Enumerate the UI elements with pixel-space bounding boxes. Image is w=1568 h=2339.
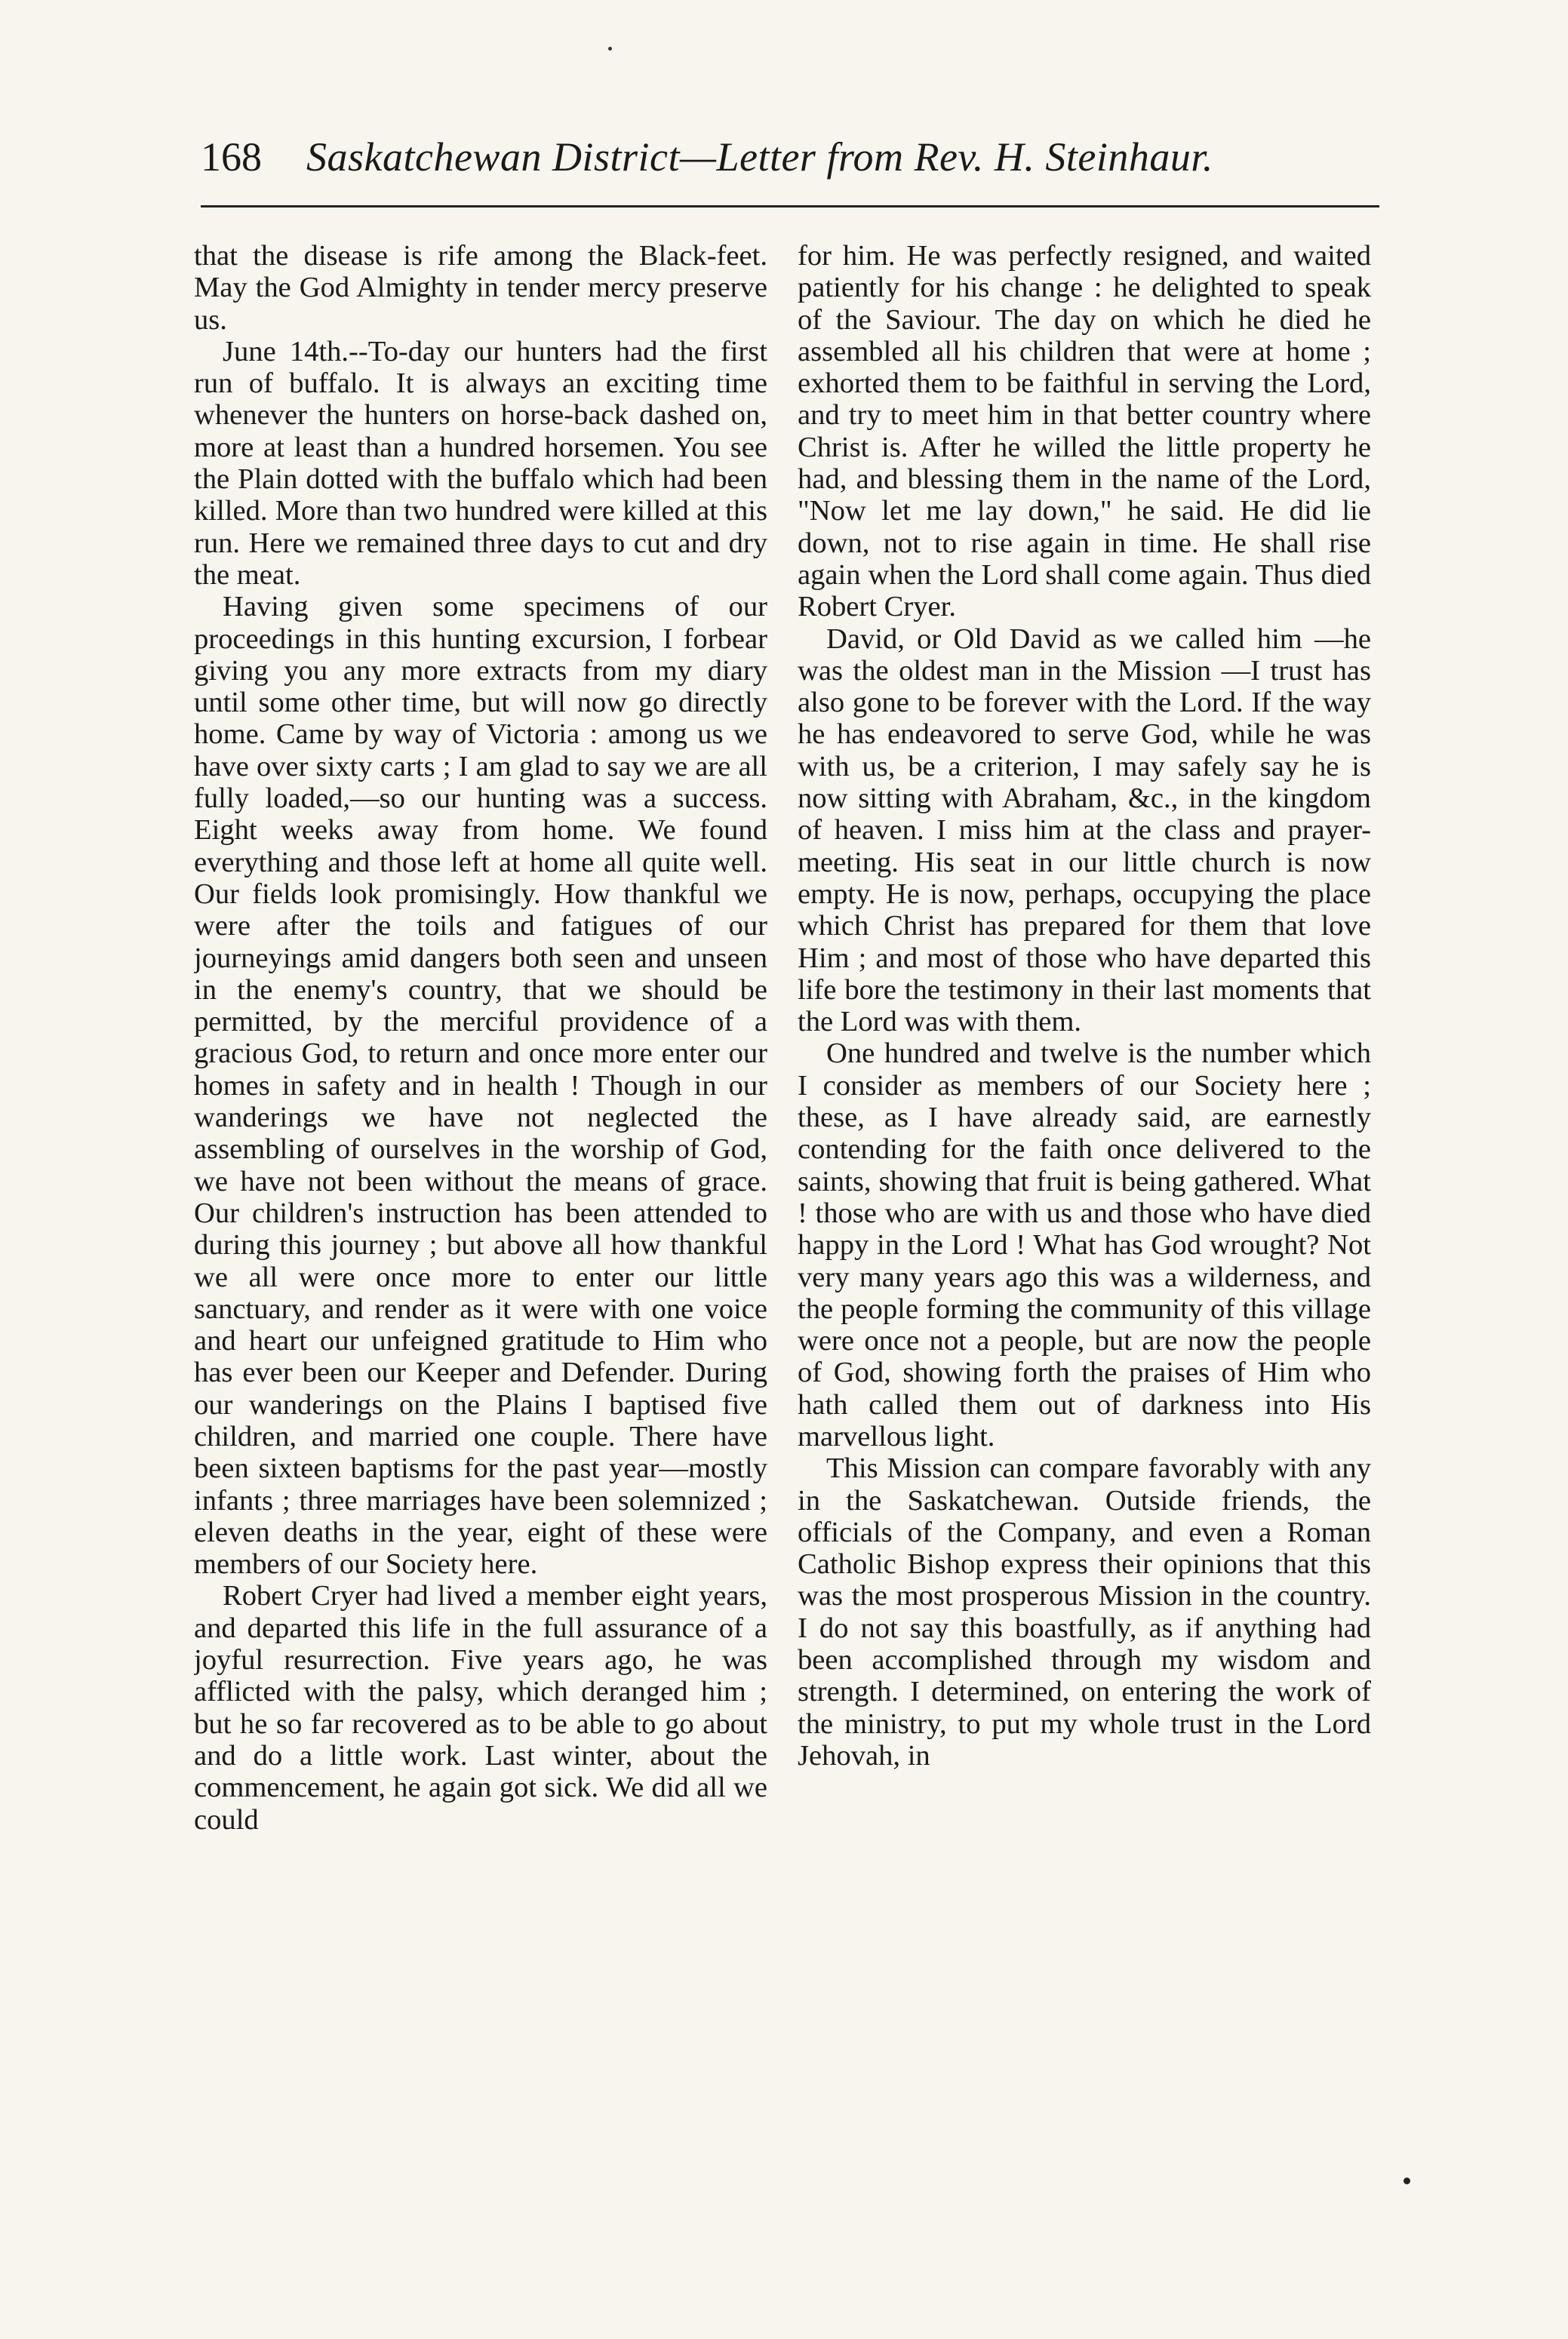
page-number: 168 [201,134,262,180]
right-column [798,240,1371,2217]
left-column [194,240,767,2217]
paragraph: Robert Cryer had lived a member eight years, and departed this life in the full assurance of a joyful resurrection. Five years ago, he was afflicted with the palsy, which deranged him ; but he so far recovered as to be able to go about and do a little work. Last winter, about the commencement, he again got sick. We did all we could [194,1580,767,1836]
running-title: Saskatchewan District—Letter from Rev. H. Steinhaur. [306,134,1213,180]
margin-mark [1404,2178,1410,2184]
ink-speck [608,47,612,51]
paragraph: Having given some specimens of our proceedings in this hunting excursion, I forbear giving you any more extracts from my diary until some other time, but will now go directly home. Came by way of Victoria : among us we have over sixty carts ; I am glad to say we are all fully loaded,—so our hunting was a success. Eight weeks away from home. We found everything and those left at home all quite well. Our fields look promisingly. How thankful we were after the toils and fatigues of our journeyings amid dangers both seen and unseen in the enemy's country, that we should be permitted, by the merciful providence of a gracious God, to return and once more enter our homes in safety and in health ! Though in our wanderings we have not neglected the assembling of ourselves in the worship of God, we have not been without the means of grace. Our children's instruction has been attended to during this journey ; but above all how thankful we all were once more to enter our little sanctuary, and render as it were with one voice and heart our unfeigned gratitude to Him who has ever been our Keeper and Defender. During our wanderings on the Plains I baptised five children, and married one couple. There have been sixteen baptisms for the past year—mostly infants ; three marriages have been solemnized ; eleven deaths in the year, eight of these were members of our Society here. [194,591,767,1581]
page-header [201,127,1379,187]
paragraph: that the disease is rife among the Black-feet. May the God Almighty in tender mercy preserve us. [194,240,767,336]
paragraph: One hundred and twelve is the number which I consider as members of our Society here ; these, as I have already said, are earnestly contending for the faith once delivered to the saints, showing that fruit is being gathered. What ! those who are with us and those who have died happy in the Lord ! What has God wrought? Not very many years ago this was a wilderness, and the people forming the community of this village were once not a people, but are now the people of God, showing forth the praises of Him who hath called them out of darkness into His marvellous light. [798,1037,1371,1452]
paragraph: This Mission can compare favorably with any in the Saskatchewan. Outside friends, the officials of the Company, and even a Roman Catholic Bishop express their opinions that this was the most prosperous Mission in the country. I do not say this boastfully, as if anything had been accomplished through my wisdom and strength. I determined, on entering the work of the ministry, to put my whole trust in the Lord Jehovah, in [798,1452,1371,1772]
paragraph: David, or Old David as we called him —he was the oldest man in the Mission —I trust has also gone to be forever with the Lord. If the way he has endeavored to serve God, while he was with us, be a criterion, I may safely say he is now sitting with Abraham, &c., in the kingdom of heaven. I miss him at the class and prayer-meeting. His seat in our little church is now empty. He is now, perhaps, occupying the place which Christ has prepared for them that love Him ; and most of those who have departed this life bore the testimony in their last moments that the Lord was with them. [798,622,1371,1038]
header-rule [201,205,1379,207]
paragraph: June 14th.--To-day our hunters had the first run of buffalo. It is always an exciting time whenever the hunters on horse-back dashed on, more at least than a hundred horsemen. You see the Plain dotted with the buffalo which had been killed. More than two hundred were killed at this run. Here we remained three days to cut and dry the meat. [194,335,767,591]
paragraph: for him. He was perfectly resigned, and waited patiently for his change : he delighted to speak of the Saviour. The day on which he died he assembled all his children that were at home ; exhorted them to be faithful in serving the Lord, and try to meet him in that better country where Christ is. After he willed the little property he had, and blessing them in the name of the Lord, "Now let me lay down," he said. He did lie down, not to rise again in time. He shall rise again when the Lord shall come again. Thus died Robert Cryer. [798,240,1371,623]
